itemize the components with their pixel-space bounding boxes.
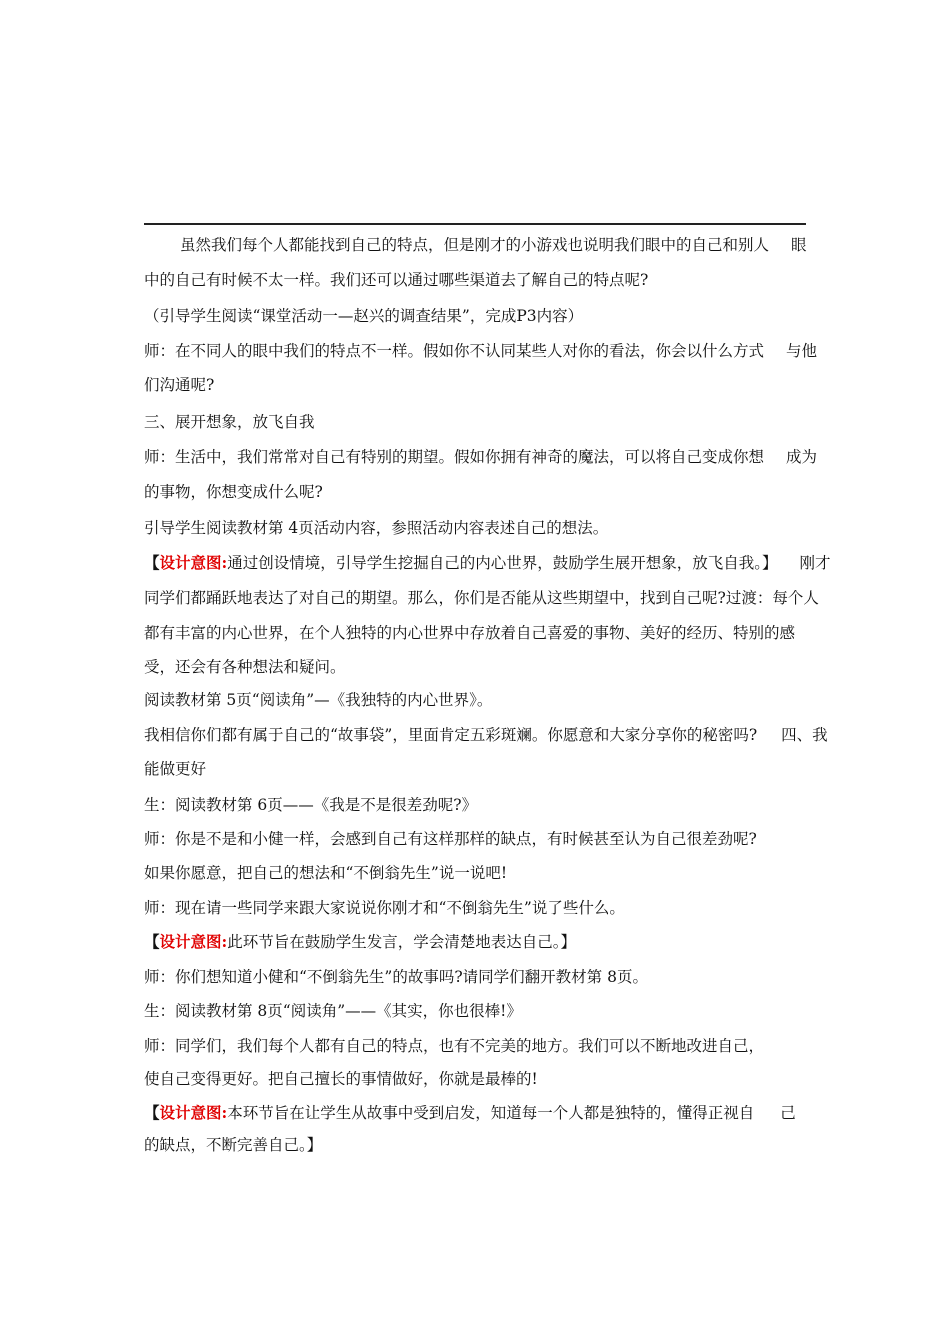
paragraph-8-line-2: 能做更好 <box>144 760 207 778</box>
text: 眼 <box>791 236 807 254</box>
design-intent-3 <box>144 1103 796 1123</box>
paragraph-11: 师：现在请一些同学来跟大家说说你刚才和“不倒翁先生”说了些什么。 <box>144 899 625 917</box>
bracket: 【 <box>144 932 160 951</box>
paragraph-14-line-2: 使自己变得更好。把自己擅长的事情做好，你就是最棒的! <box>144 1070 538 1088</box>
bracket: 【 <box>144 1103 160 1122</box>
paragraph-4-line-2: 的事物，你想变成什么呢? <box>144 483 323 501</box>
text: 通过创设情境，引导学生挖掘自己的内心世界，鼓励学生展开想象，放飞自我。】 <box>227 554 778 572</box>
text: 成为 <box>786 448 818 466</box>
text: 本环节旨在让学生从故事中受到启发，知道每一个人都是独特的，懂得正视自 <box>227 1104 755 1122</box>
paragraph-3-line-1 <box>144 341 817 361</box>
design-intent-label: 设计意图: <box>159 932 228 951</box>
paragraph-5: 引导学生阅读教材第 4页活动内容，参照活动内容表述自己的想法。 <box>144 519 609 537</box>
paragraph-10-line-2: 如果你愿意，把自己的想法和“不倒翁先生”说一说吧! <box>144 864 508 882</box>
paragraph-6-line-2: 都有丰富的内心世界，在个人独特的内心世界中存放着自己喜爱的事物、美好的经历、特别的感 <box>144 624 796 642</box>
design-intent-1 <box>144 553 831 573</box>
paragraph-14-line-1: 师：同学们，我们每个人都有自己的特点，也有不完美的地方。我们可以不断地改进自己， <box>144 1037 765 1055</box>
design-intent-label: 设计意图: <box>159 1103 228 1122</box>
bracket: 【 <box>144 553 160 572</box>
text: 虽然我们每个人都能找到自己的特点，但是刚才的小游戏也说明我们眼中的自己和别人 <box>180 236 770 254</box>
text: 与他 <box>786 342 818 360</box>
text: 刚才 <box>799 554 831 572</box>
paragraph-6-line-1: 同学们都踊跃地表达了对自己的期望。那么，你们是否能从这些期望中，找到自己呢?过渡：每个人 <box>144 589 819 607</box>
text: 师：在不同人的眼中我们的特点不一样。假如你不认同某些人对你的看法，你会以什么方式 <box>144 342 765 360</box>
paragraph-6-line-3: 受，还会有各种想法和疑问。 <box>144 658 346 676</box>
design-intent-2 <box>144 932 576 952</box>
text: 我相信你们都有属于自己的“故事袋”，里面肯定五彩斑斓。你愿意和大家分享你的秘密吗? <box>144 726 758 744</box>
design-intent-label: 设计意图: <box>159 553 228 572</box>
paragraph-4-line-1 <box>144 447 817 467</box>
paragraph-13: 生：阅读教材第 8页“阅读角”——《其实，你也很棒!》 <box>144 1002 522 1020</box>
text: 四、我 <box>781 726 828 744</box>
paragraph-10-line-1: 师：你是不是和小健一样，会感到自己有这样那样的缺点，有时候甚至认为自己很差劲呢? <box>144 830 757 848</box>
paragraph-8-line-1 <box>144 725 828 745</box>
section-heading-3: 三、展开想象，放飞自我 <box>144 413 315 431</box>
paragraph-7: 阅读教材第 5页“阅读角”—《我独特的内心世界》。 <box>144 691 493 709</box>
text: 己 <box>780 1104 796 1122</box>
design-intent-3-line-2: 的缺点，不断完善自己。】 <box>144 1136 323 1154</box>
text: 师：生活中，我们常常对自己有特别的期望。假如你拥有神奇的魔法，可以将自己变成你想 <box>144 448 765 466</box>
paragraph-9: 生：阅读教材第 6页——《我是不是很差劲呢?》 <box>144 796 478 814</box>
paragraph-1-line-1 <box>180 235 807 255</box>
paragraph-3-line-2: 们沟通呢? <box>144 376 215 394</box>
header-rule <box>144 223 806 225</box>
text: 此环节旨在鼓励学生发言，学会清楚地表达自己。】 <box>227 933 577 951</box>
paragraph-12: 师：你们想知道小健和“不倒翁先生”的故事吗?请同学们翻开教材第 8页。 <box>144 968 648 986</box>
paragraph-1-line-2: 中的自己有时候不太一样。我们还可以通过哪些渠道去了解自己的特点呢? <box>144 271 649 289</box>
paragraph-2: （引导学生阅读“课堂活动一—赵兴的调查结果”，完成P3内容） <box>144 307 584 325</box>
